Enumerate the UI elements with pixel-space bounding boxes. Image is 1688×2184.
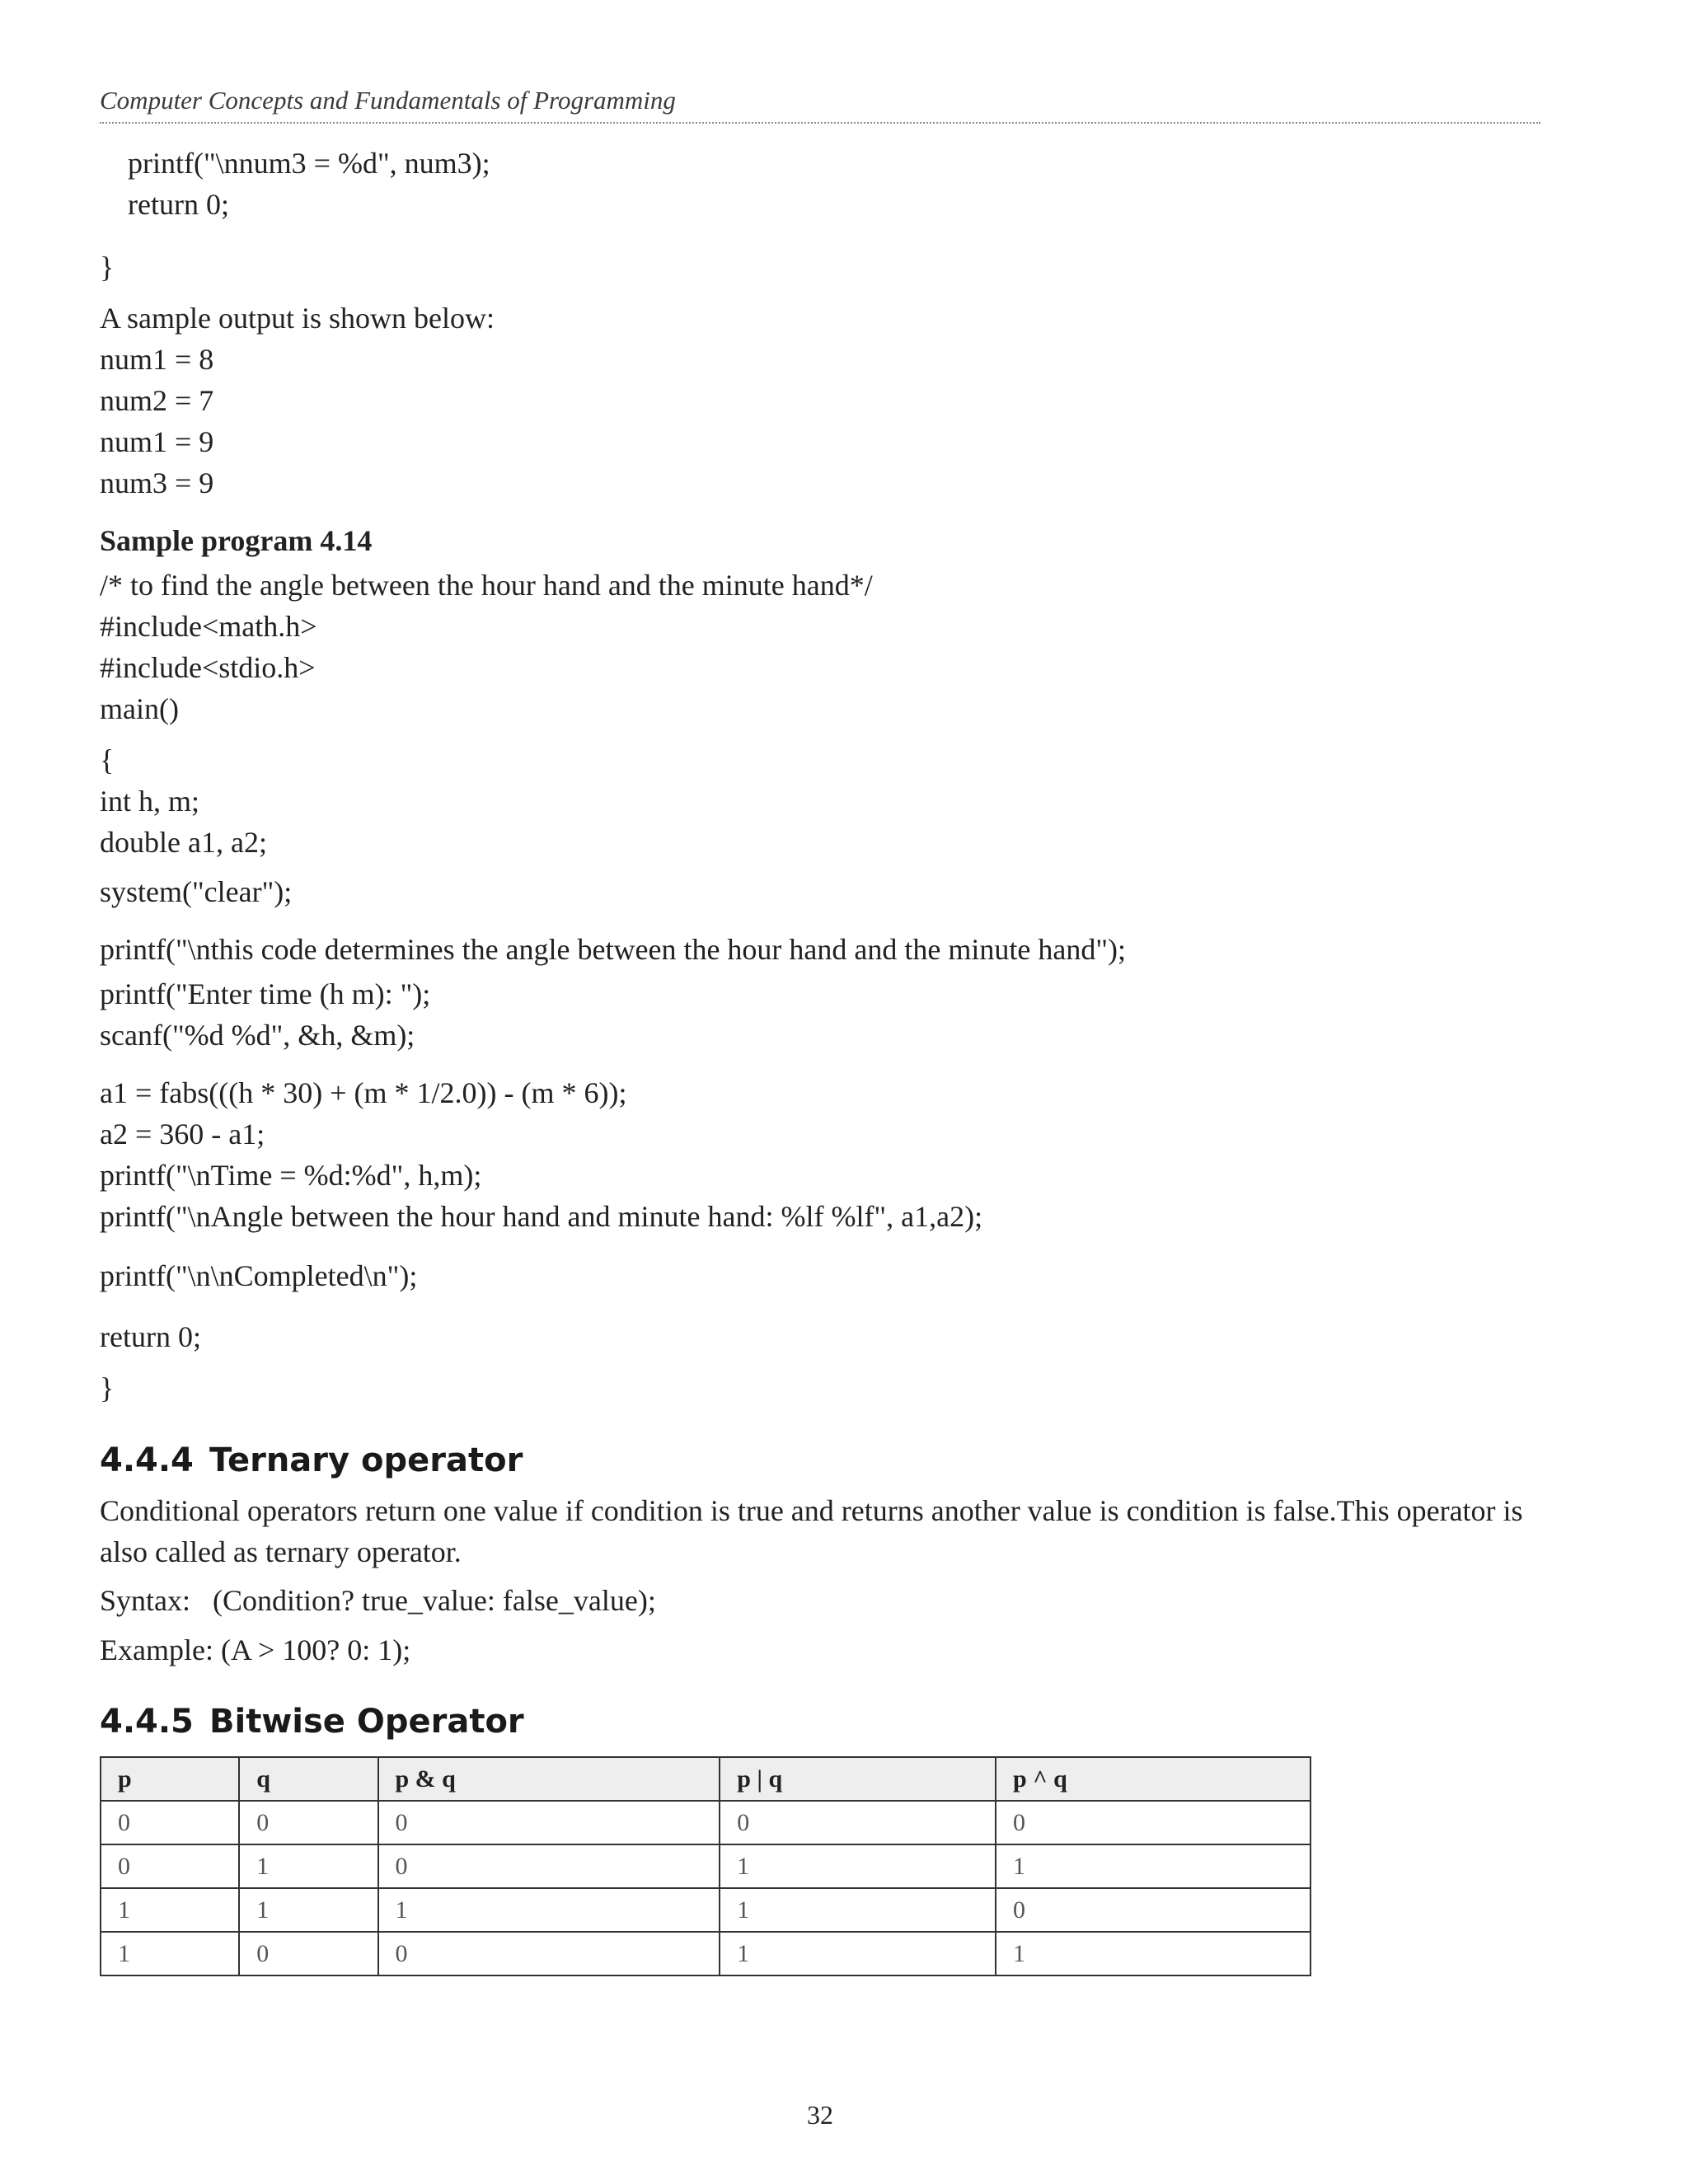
section-paragraph: Conditional operators return one value if condition is true and returns another value is condition is false.This operator is also called as ternary operator. — [100, 1494, 1523, 1568]
section-heading — [100, 1441, 523, 1479]
example-line: Example: (A > 100? 0: 1); — [100, 1633, 411, 1666]
code-line: #include<stdio.h> — [100, 651, 316, 684]
table-cell: 1 — [378, 1888, 720, 1932]
table-cell: 0 — [378, 1844, 720, 1888]
code-line: return 0; — [100, 1320, 201, 1353]
code-line: printf("\nAngle between the hour hand and minute hand: %lf %lf", a1,a2); — [100, 1200, 983, 1233]
table-row — [101, 1932, 1311, 1975]
table-row — [101, 1801, 1311, 1844]
table-cell: 1 — [996, 1844, 1311, 1888]
output-line: num2 = 7 — [100, 384, 214, 417]
code-line: printf("\nnum3 = %d", num3); — [128, 147, 490, 180]
code-line: printf("Enter time (h m): "); — [100, 977, 431, 1010]
code-line: int h, m; — [100, 785, 200, 818]
section-title: Bitwise Operator — [209, 1703, 524, 1741]
code-line: } — [100, 251, 115, 284]
column-header: p — [101, 1757, 239, 1801]
sample-output-intro: A sample output is shown below: — [100, 302, 495, 335]
code-line: system("clear"); — [100, 875, 293, 908]
table-cell: 0 — [239, 1801, 377, 1844]
output-line: num3 = 9 — [100, 466, 214, 499]
table-cell: 0 — [239, 1932, 377, 1975]
table-cell: 1 — [996, 1932, 1311, 1975]
code-line: main() — [100, 692, 179, 725]
code-line: { — [100, 743, 115, 776]
table-cell: 0 — [996, 1888, 1311, 1932]
table-cell: 0 — [101, 1801, 239, 1844]
code-line: printf("\nthis code determines the angle between the hour hand and the minute hand"); — [100, 933, 1127, 966]
table-cell: 1 — [101, 1888, 239, 1932]
section-title: Ternary operator — [209, 1441, 523, 1479]
running-header: Computer Concepts and Fundamentals of Programming — [100, 86, 1540, 124]
output-line: num1 = 8 — [100, 343, 214, 376]
code-line: /* to find the angle between the hour hand and the minute hand*/ — [100, 569, 873, 602]
section-heading — [100, 1703, 524, 1741]
table-row — [101, 1844, 1311, 1888]
code-line: return 0; — [128, 188, 229, 221]
page-number: 32 — [807, 2100, 833, 2130]
table-cell: 1 — [239, 1888, 377, 1932]
table-header-row — [101, 1757, 1311, 1801]
output-line: num1 = 9 — [100, 425, 214, 458]
syntax-line — [100, 1586, 656, 1615]
column-header: p ^ q — [996, 1757, 1311, 1801]
section-number: 4.4.5 — [100, 1703, 194, 1741]
table-cell: 1 — [101, 1932, 239, 1975]
syntax-label: Syntax: — [100, 1584, 191, 1617]
table-cell: 1 — [720, 1932, 996, 1975]
code-line: } — [100, 1371, 115, 1404]
code-line: a2 = 360 - a1; — [100, 1118, 265, 1151]
code-line: printf("\n\nCompleted\n"); — [100, 1259, 418, 1292]
syntax-value: (Condition? true_value: false_value); — [213, 1584, 656, 1617]
table-cell: 0 — [101, 1844, 239, 1888]
code-line: double a1, a2; — [100, 826, 267, 859]
column-header: p | q — [720, 1757, 996, 1801]
column-header: q — [239, 1757, 377, 1801]
table-row — [101, 1888, 1311, 1932]
table-cell: 1 — [720, 1888, 996, 1932]
section-number: 4.4.4 — [100, 1441, 194, 1479]
table-cell: 0 — [720, 1801, 996, 1844]
code-line: #include<math.h> — [100, 610, 317, 643]
column-header: p & q — [378, 1757, 720, 1801]
code-line: a1 = fabs(((h * 30) + (m * 1/2.0)) - (m * 6)); — [100, 1076, 627, 1109]
bitwise-truth-table — [100, 1756, 1311, 1976]
table-cell: 0 — [378, 1801, 720, 1844]
table-cell: 1 — [720, 1844, 996, 1888]
table-cell: 1 — [239, 1844, 377, 1888]
code-line: printf("\nTime = %d:%d", h,m); — [100, 1159, 482, 1192]
code-line: scanf("%d %d", &h, &m); — [100, 1019, 415, 1052]
table-cell: 0 — [996, 1801, 1311, 1844]
program-title: Sample program 4.14 — [100, 524, 373, 557]
table-cell: 0 — [378, 1932, 720, 1975]
